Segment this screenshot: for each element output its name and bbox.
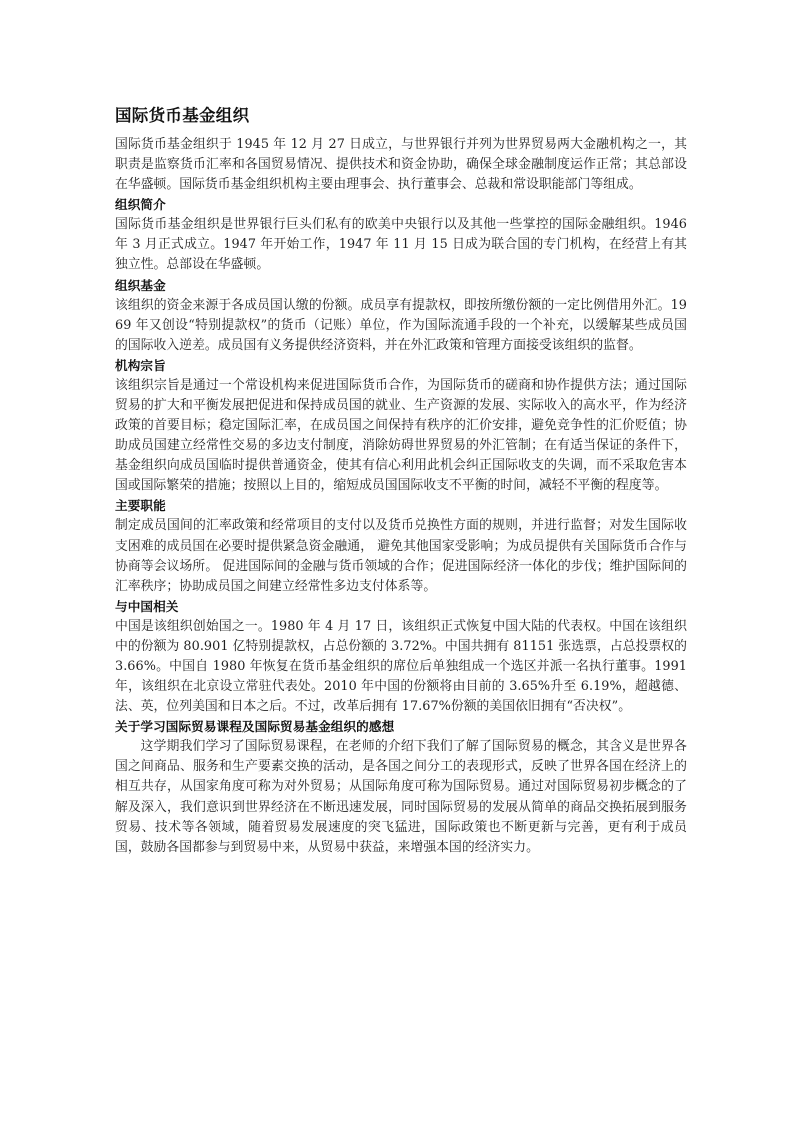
page-title: 国际货币基金组织 <box>115 106 250 125</box>
section-heading-course-reflection: 关于学习国际贸易课程及国际贸易基金组织的感想 <box>115 719 395 735</box>
document-body <box>115 104 692 858</box>
section-heading-main-functions: 主要职能 <box>115 498 166 514</box>
section-heading-china-related: 与中国相关 <box>115 598 179 614</box>
section-body-organization-fund: 该组织的资金来源于各成员国认缴的份额。成员享有提款权，即按所缴份额的一定比例借用外汇。1969 年又创设“特别提款权”的货币（记账）单位，作为国际流通手段的一个补充，以缓解某些成员国的国际收入逆差。成员国有义务提供经济资料，并在外汇政策和管理方面接受该组织的监督。 <box>115 297 687 353</box>
section-heading-organization-fund: 组织基金 <box>115 277 166 293</box>
section-body-china-related: 中国是该组织创始国之一。1980 年 4 月 17 日，该组织正式恢复中国大陆的代表权。中国在该组织中的份额为 80.901 亿特别提款权，占总份额的 3.72%。中国共拥有 81151 张选票，占总投票权的 3.66%。中国自 1980 年恢复在货币基金组织的席位后单独组成一个选区并派一名执行董事。1991 年，该组织在北京设立常驻代表处。2010 年中国的份额将由目前的 3.65%升至 6.19%，超越德、法、英，位列美国和日本之后。不过，改革后拥有 17.67%份额的美国依旧拥有“否决权”。 <box>115 618 692 715</box>
section-body-course-reflection: 这学期我们学习了国际贸易课程，在老师的介绍下我们了解了国际贸易的概念，其含义是世界各国之间商品、服务和生产要素交换的活动，是各国之间分工的表现形式，反映了世界各国在经济上的相互共存，从国家角度可称为对外贸易；从国际角度可称为国际贸易。通过对国际贸易初步概念的了解及深入，我们意识到世界经济在不断迅速发展，同时国际贸易的发展从简单的商品交换拓展到服务贸易、技术等各领域，随着贸易发展速度的突飞猛进，国际政策也不断更新与完善，更有利于成员国，鼓励各国都参与到贸易中来，从贸易中获益，来增强本国的经济实力。 <box>115 739 687 855</box>
section-body-organization-intro: 国际货币基金组织是世界银行巨头们私有的欧美中央银行以及其他一些掌控的国际金融组织。1946 年 3 月正式成立。1947 年开始工作，1947 年 11 月 15 日成为联合国的专门机构，在经营上有其独立性。总部设在华盛顿。 <box>115 217 692 273</box>
section-body-institution-purpose: 该组织宗旨是通过一个常设机构来促进国际货币合作，为国际货币的磋商和协作提供方法；通过国际贸易的扩大和平衡发展把促进和保持成员国的就业、生产资源的发展、实际收入的高水平，作为经济政策的首要目标；稳定国际汇率，在成员国之间保持有秩序的汇价安排，避免竞争性的汇价贬值；协助成员国建立经常性交易的多边支付制度，消除妨碍世界贸易的外汇管制；在有适当保证的条件下，基金组织向成员国临时提供普通资金，使其有信心利用此机会纠正国际收支的失调，而不采取危害本国或国际繁荣的措施；按照以上目的，缩短成员国国际收支不平衡的时间，减轻不平衡的程度等。 <box>115 377 687 494</box>
intro-paragraph: 国际货币基金组织于 1945 年 12 月 27 日成立，与世界银行并列为世界贸易两大金融机构之一，其职责是监察货币汇率和各国贸易情况、提供技术和资金协助，确保全球金融制度运作正常；其总部设在华盛顿。国际货币基金组织机构主要由理事会、执行董事会、总裁和常设职能部门等组成。 <box>115 137 687 193</box>
section-body-main-functions: 制定成员国间的汇率政策和经常项目的支付以及货币兑换性方面的规则，并进行监督；对发生国际收支困难的成员国在必要时提供紧急资金融通， 避免其他国家受影响；为成员提供有关国际货币合作与协商等会议场所。 促进国际间的金融与货币领域的合作；促进国际经济一体化的步伐；维护国际间的汇率秩序；协助成员国之间建立经常性多边支付体系等。 <box>115 518 687 594</box>
section-heading-institution-purpose: 机构宗旨 <box>115 357 166 373</box>
section-heading-organization-intro: 组织简介 <box>115 197 166 213</box>
